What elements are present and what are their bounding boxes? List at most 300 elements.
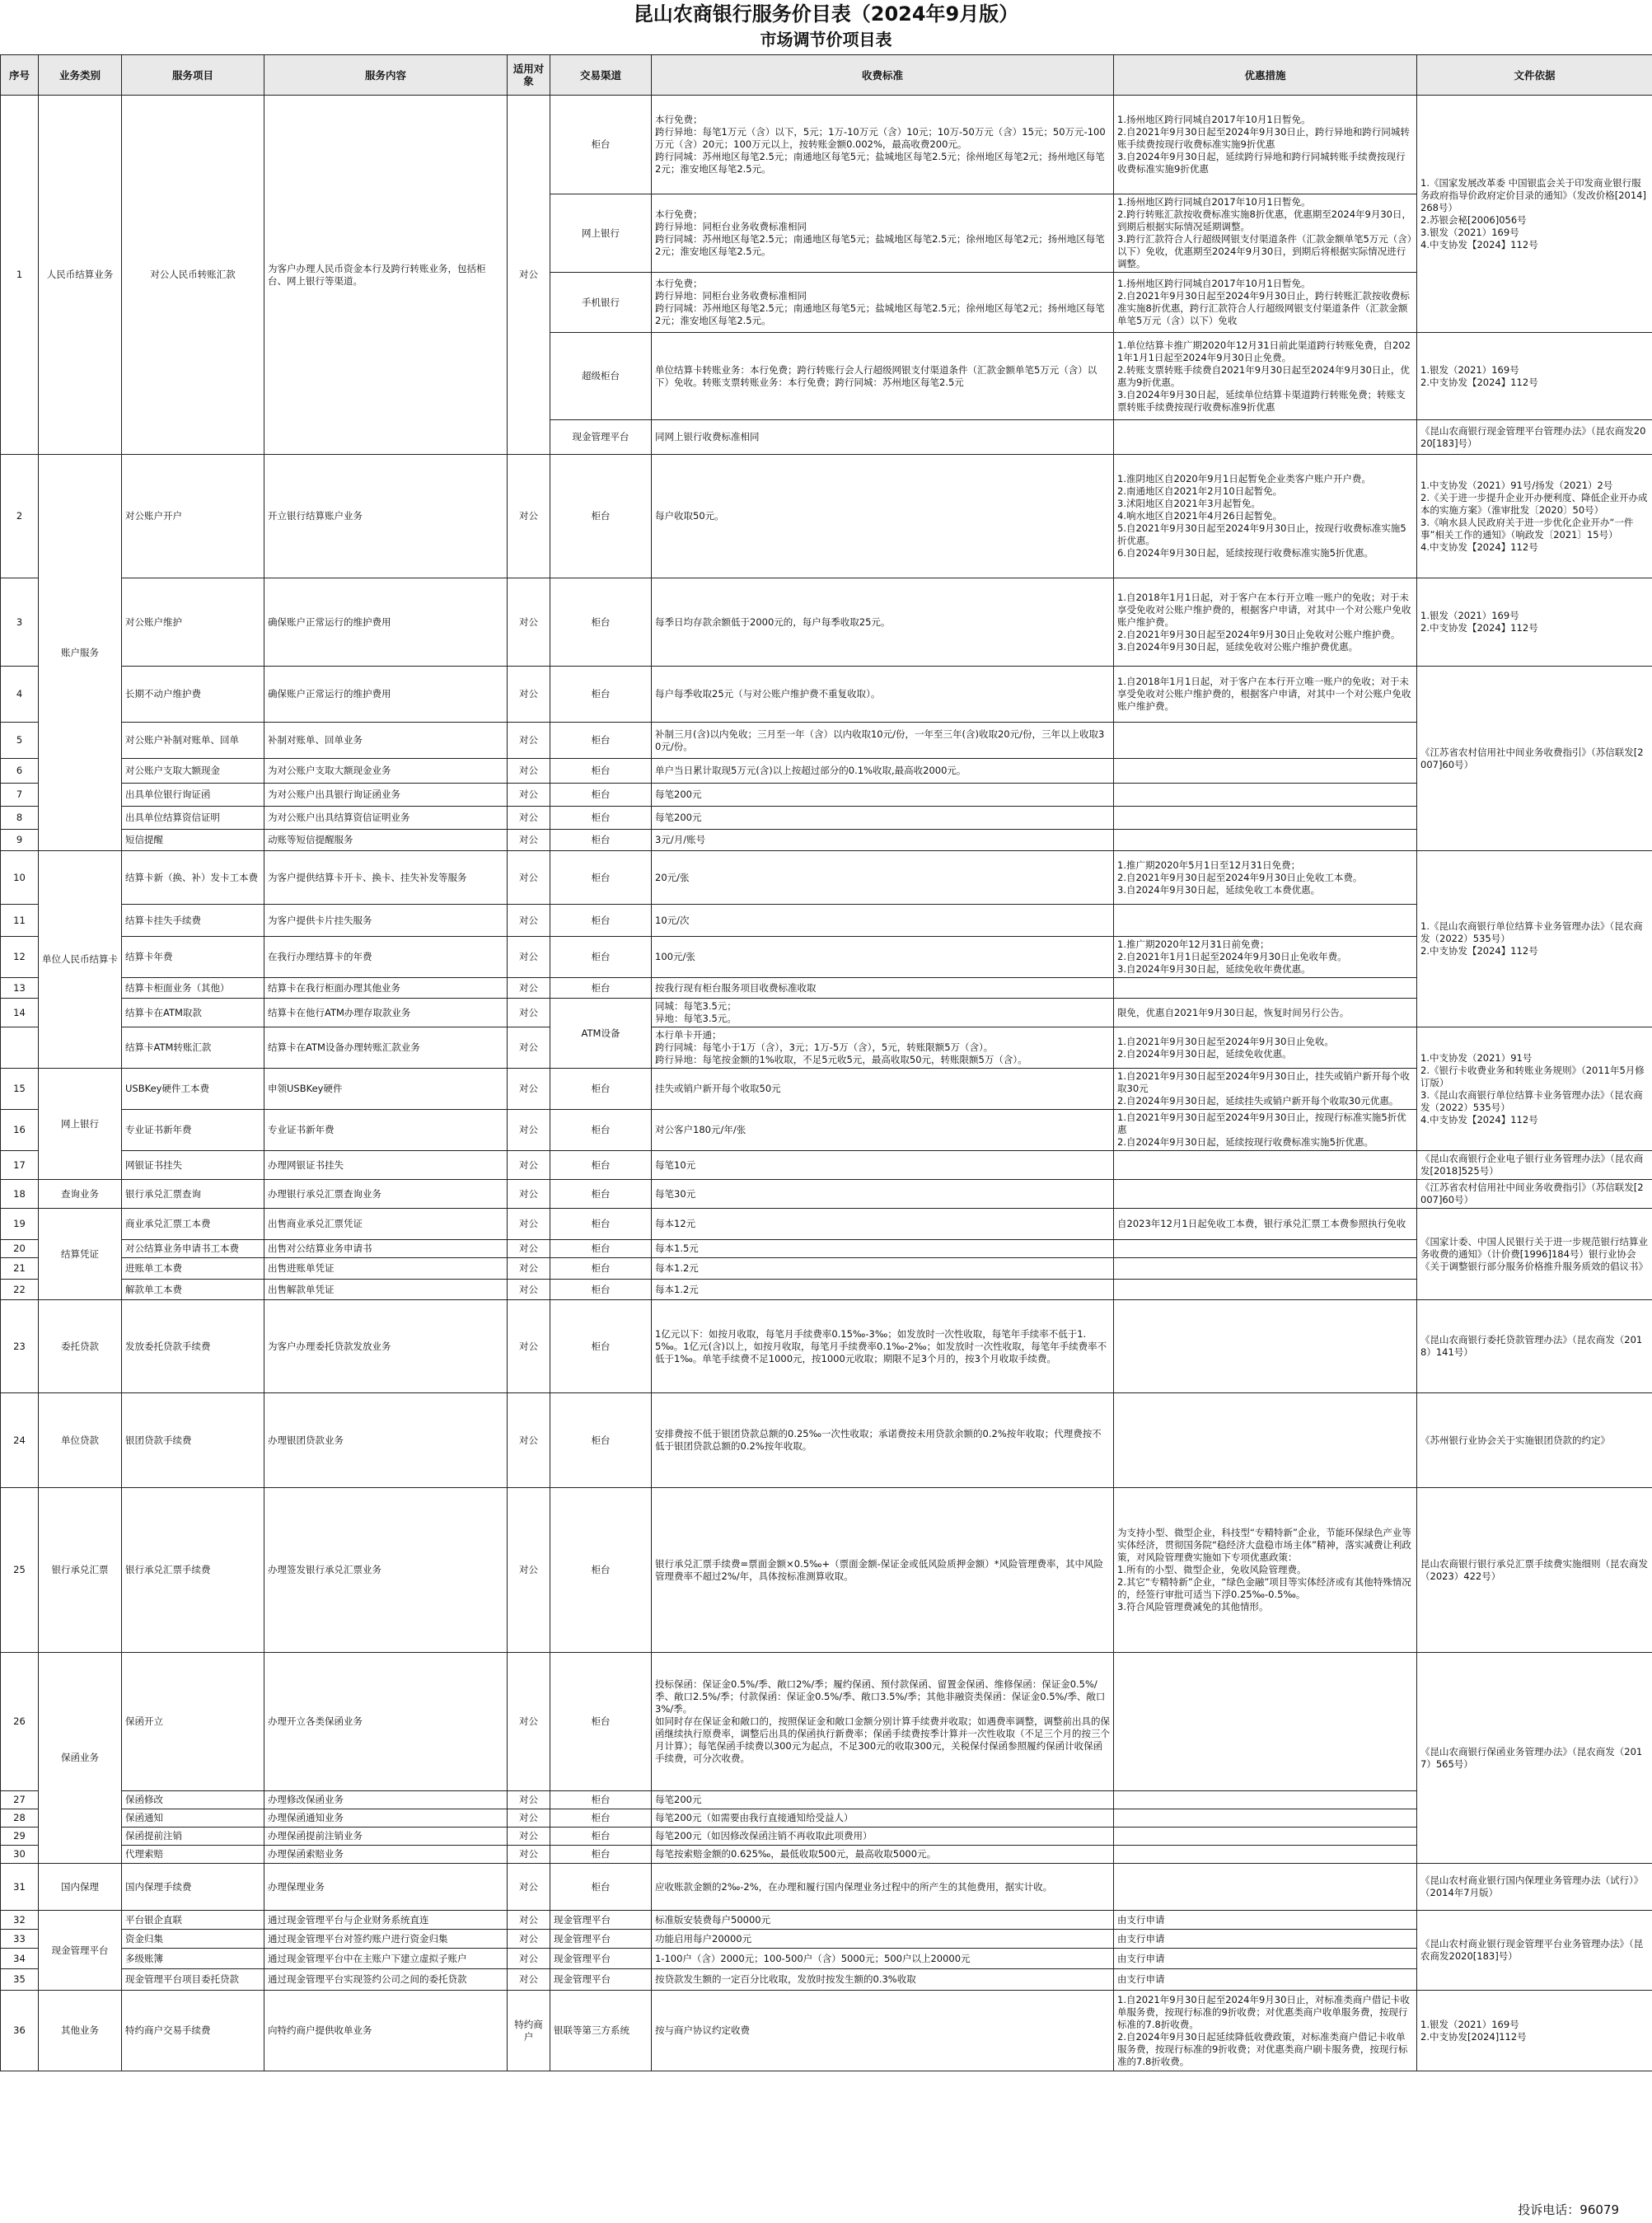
table-row: [1, 1209, 1652, 1240]
cell-fee: 每户每季收取25元（与对公账户维护费不重复收取）。: [652, 667, 1114, 723]
cell-target: 对公: [508, 723, 550, 759]
table-row: [1, 830, 1652, 851]
cell-basis: 《国家计委、中国人民银行关于进一步规范银行结算业务收费的通知》（计价费[1996]184号）银行业协会《关于调整银行部分服务价格推升服务质效的倡议书》: [1417, 1209, 1652, 1300]
cell-num: 31: [1, 1864, 39, 1911]
cell-num: 32: [1, 1911, 39, 1930]
cell-num: 26: [1, 1653, 39, 1791]
cell-category: 国内保理: [39, 1864, 122, 1911]
cell-target: 对公: [508, 978, 550, 999]
cell-target: 对公: [508, 1151, 550, 1180]
cell-target: 对公: [508, 1653, 550, 1791]
cell-content: 为对公账户出具银行询证函业务: [264, 784, 508, 807]
cell-basis: 1.中支协发（2021）91号 2.《银行卡收费业务和转账业务规则》（2011年5月修订版） 3.《昆山农商银行单位结算卡业务管理办法》（昆农商发（2022）535号） 4.中支协发【2024】112号: [1417, 1027, 1652, 1151]
cell-item: 对公账户维护: [122, 578, 264, 667]
cell-num: [1, 1027, 39, 1069]
cell-discount: [1114, 830, 1417, 851]
cell-category: 委托贷款: [39, 1300, 122, 1393]
cell-num: 36: [1, 1991, 39, 2071]
cell-channel: 柜台: [550, 1151, 652, 1180]
table-row: [1, 1653, 1652, 1791]
cell-content: 为对公账户出具结算资信证明业务: [264, 807, 508, 830]
cell-discount: [1114, 1864, 1417, 1911]
cell-category: 人民币结算业务: [39, 96, 122, 455]
cell-basis: 《昆山农商银行委托贷款管理办法》（昆农商发（2018）141号）: [1417, 1300, 1652, 1393]
cell-content: 办理保理业务: [264, 1864, 508, 1911]
cell-target: 对公: [508, 1791, 550, 1809]
cell-item: 结算卡年费: [122, 937, 264, 978]
cell-target: 对公: [508, 1949, 550, 1969]
cell-fee: 挂失或销户新开每个收取50元: [652, 1069, 1114, 1110]
table-row: [1, 1300, 1652, 1393]
cell-discount: [1114, 905, 1417, 937]
cell-content: 通过现金管理平台实现签约公司之间的委托贷款: [264, 1969, 508, 1991]
cell-num: 20: [1, 1240, 39, 1258]
cell-target: 对公: [508, 759, 550, 784]
cell-fee: 按我行现有柜台服务项目收费标准收取: [652, 978, 1114, 999]
cell-basis: 《昆山农村商业银行国内保理业务管理办法（试行）》（2014年7月版）: [1417, 1864, 1652, 1911]
cell-target: 对公: [508, 1027, 550, 1069]
cell-num: 11: [1, 905, 39, 937]
cell-num: 24: [1, 1393, 39, 1488]
table-row: [1, 1280, 1652, 1300]
cell-content: 办理保函索赔业务: [264, 1846, 508, 1864]
cell-discount: 1.扬州地区跨行同城自2017年10月1日暂免。 2.自2021年9月30日起至2024年9月30日止，跨行异地和跨行同城转账手续费按现行收费标准实施9折优惠 3.自2024年9月30日起，延续跨行异地和跨行同城转账手续费按现行收费标准实施9折优惠: [1114, 96, 1417, 194]
cell-fee: 每笔200元（如因修改保函注销不再收取此项费用）: [652, 1828, 1114, 1846]
cell-channel: 现金管理平台: [550, 1911, 652, 1930]
cell-item: 发放委托贷款手续费: [122, 1300, 264, 1393]
cell-target: 对公: [508, 1969, 550, 1991]
cell-content: 为客户提供结算卡开卡、换卡、挂失补发等服务: [264, 851, 508, 905]
cell-num: 28: [1, 1809, 39, 1828]
cell-num: 15: [1, 1069, 39, 1110]
cell-channel: 柜台: [550, 851, 652, 905]
cell-discount: 由支行申请: [1114, 1969, 1417, 1991]
cell-content: 为客户办理人民币资金本行及跨行转账业务，包括柜台、网上银行等渠道。: [264, 96, 508, 455]
cell-discount: [1114, 1151, 1417, 1180]
cell-discount: [1114, 1300, 1417, 1393]
table-row: [1, 1240, 1652, 1258]
cell-discount: 1.自2021年9月30日起至2024年9月30日止，按现行标准实施5折优惠 2.自2024年9月30日起，延续按现行收费标准实施5折优惠。: [1114, 1110, 1417, 1151]
cell-target: 对公: [508, 1258, 550, 1280]
table-row: [1, 759, 1652, 784]
cell-target: 对公: [508, 1110, 550, 1151]
cell-target: 对公: [508, 784, 550, 807]
cell-item: 专业证书新年费: [122, 1110, 264, 1151]
table-row: [1, 1911, 1652, 1930]
cell-basis: 1.中支协发（2021）91号/扬发（2021）2号 2.《关于进一步提升企业开办便利度、降低企业开办成本的实施方案》（淮审批发〔2020〕50号） 3.《响水县人民政府关于进一步优化企业开办“一件事”相关工作的通知》（响政发〔2021〕15号） 4.中支协发【2024】112号: [1417, 455, 1652, 578]
cell-basis: 1.《国家发展改革委 中国银监会关于印发商业银行服务政府指导价政府定价目录的通知》（发改价格[2014]268号） 2.苏银会秘[2006]056号 3.银发（2021）169号 4.中支协发【2024】112号: [1417, 96, 1652, 333]
cell-category: 保函业务: [39, 1653, 122, 1864]
cell-channel: 柜台: [550, 96, 652, 194]
cell-item: 解款单工本费: [122, 1280, 264, 1300]
cell-content: 出售解款单凭证: [264, 1280, 508, 1300]
cell-channel: 柜台: [550, 1828, 652, 1846]
cell-fee: 每季日均存款余额低于2000元的，每户每季收取25元。: [652, 578, 1114, 667]
table-body: [1, 96, 1652, 2071]
cell-basis: 《苏州银行业协会关于实施银团贷款的约定》: [1417, 1393, 1652, 1488]
cell-basis: 《江苏省农村信用社中间业务收费指引》（苏信联发[2007]60号）: [1417, 667, 1652, 851]
cell-channel: 柜台: [550, 1791, 652, 1809]
cell-discount: [1114, 1653, 1417, 1791]
cell-discount: [1114, 1791, 1417, 1809]
table-row: [1, 1864, 1652, 1911]
table-row: [1, 1991, 1652, 2071]
cell-item: 平台银企直联: [122, 1911, 264, 1930]
cell-target: 对公: [508, 1069, 550, 1110]
cell-fee: 银行承兑汇票手续费=票面金额×0.5‰+（票面金额-保证金或低风险质押金额）*风险管理费率，其中风险管理费率不超过2%/年，具体按标准测算收取。: [652, 1488, 1114, 1653]
table-row: [1, 1809, 1652, 1828]
table-row: [1, 1846, 1652, 1864]
cell-num: 10: [1, 851, 39, 905]
cell-target: 对公: [508, 1864, 550, 1911]
cell-item: 对公账户补制对账单、回单: [122, 723, 264, 759]
cell-content: 出售商业承兑汇票凭证: [264, 1209, 508, 1240]
cell-discount: 由支行申请: [1114, 1911, 1417, 1930]
cell-target: 对公: [508, 578, 550, 667]
cell-num: 6: [1, 759, 39, 784]
cell-item: 进账单工本费: [122, 1258, 264, 1280]
cell-fee: 单位结算卡转账业务：本行免费；跨行转账行会人行超级网银支付渠道条件（汇款金额单笔5万元（含）以下）免收。转账支票转账业务：本行免费；跨行同城：苏州地区每笔2.5元: [652, 333, 1114, 420]
table-row: [1, 1488, 1652, 1653]
col-header: 服务内容: [264, 55, 508, 96]
cell-fee: 标准版安装费每户50000元: [652, 1911, 1114, 1930]
cell-content: 向特约商户提供收单业务: [264, 1991, 508, 2071]
table-row: [1, 1393, 1652, 1488]
cell-content: 办理银团贷款业务: [264, 1393, 508, 1488]
cell-fee: 按与商户协议约定收费: [652, 1991, 1114, 2071]
cell-content: 为客户提供卡片挂失服务: [264, 905, 508, 937]
cell-discount: [1114, 978, 1417, 999]
cell-channel: 柜台: [550, 1809, 652, 1828]
cell-content: 专业证书新年费: [264, 1110, 508, 1151]
cell-fee: 20元/张: [652, 851, 1114, 905]
cell-discount: 由支行申请: [1114, 1949, 1417, 1969]
cell-item: 网银证书挂失: [122, 1151, 264, 1180]
cell-num: 27: [1, 1791, 39, 1809]
cell-num: 2: [1, 455, 39, 578]
cell-discount: 为支持小型、微型企业，科技型“专精特新”企业，节能环保绿色产业等实体经济，贯彻国务院“稳经济大盘稳市场主体”精神，落实减费让利政策，对风险管理费实施如下专项优惠政策： 1.所有的小型、微型企业，免收风险管理费。 2.其它“专精特新”企业，“绿色金融”项目等实体经济或有其他特殊情况的，经签行审批可适当下浮0.25‰-0.5‰。 3.符合风险管理费减免的其他情形。: [1114, 1488, 1417, 1653]
cell-item: 长期不动户维护费: [122, 667, 264, 723]
cell-channel: 柜台: [550, 667, 652, 723]
cell-content: 通过现金管理平台与企业财务系统直连: [264, 1911, 508, 1930]
table-row: [1, 905, 1652, 937]
cell-num: 14: [1, 999, 39, 1027]
cell-basis: 昆山农商银行银行承兑汇票手续费实施细则（昆农商发（2023）422号）: [1417, 1488, 1652, 1653]
cell-fee: 每笔30元: [652, 1180, 1114, 1209]
col-header: 收费标准: [652, 55, 1114, 96]
cell-item: 对公结算业务申请书工本费: [122, 1240, 264, 1258]
cell-fee: 应收账款金额的2‰-2%，在办理和履行国内保理业务过程中的所产生的其他费用，据实计收。: [652, 1864, 1114, 1911]
cell-channel: 柜台: [550, 1180, 652, 1209]
cell-discount: 1.自2021年9月30日起至2024年9月30日止，挂失或销户新开每个收取30元 2.自2024年9月30日起，延续挂失或销户新开每个收取30元优惠。: [1114, 1069, 1417, 1110]
cell-num: 7: [1, 784, 39, 807]
cell-target: 对公: [508, 96, 550, 455]
cell-fee: 100元/张: [652, 937, 1114, 978]
cell-channel: 柜台: [550, 759, 652, 784]
cell-item: 银团贷款手续费: [122, 1393, 264, 1488]
table-row: [1, 667, 1652, 723]
cell-item: 短信提醒: [122, 830, 264, 851]
cell-channel: 柜台: [550, 830, 652, 851]
table-row: [1, 1969, 1652, 1991]
cell-content: 出售对公结算业务申请书: [264, 1240, 508, 1258]
table-row: [1, 1930, 1652, 1949]
table-row: [1, 1791, 1652, 1809]
cell-channel: 柜台: [550, 1209, 652, 1240]
cell-channel: 银联等第三方系统: [550, 1991, 652, 2071]
cell-discount: 1.扬州地区跨行同城自2017年10月1日暂免。 2.自2021年9月30日起至2024年9月30日止，跨行转账汇款按收费标准实施8折优惠，跨行汇款符合人行超级网银支付渠道条件（汇款金额单笔5万元（含）以下）免收: [1114, 273, 1417, 333]
cell-channel: 柜台: [550, 784, 652, 807]
col-header: 序号: [1, 55, 39, 96]
cell-basis: 1.银发（2021）169号 2.中支协发[2024]112号: [1417, 1991, 1652, 2071]
cell-item: 对公人民币转账汇款: [122, 96, 264, 455]
cell-fee: 按贷款发生额的一定百分比收取，发放时按发生额的0.3%收取: [652, 1969, 1114, 1991]
cell-target: 对公: [508, 1209, 550, 1240]
table-row: [1, 978, 1652, 999]
cell-discount: [1114, 807, 1417, 830]
cell-discount: [1114, 759, 1417, 784]
page-title: 昆山农商银行服务价目表（2024年9月版）: [633, 2, 1019, 26]
cell-target: 对公: [508, 807, 550, 830]
table-row: [1, 578, 1652, 667]
cell-item: USBKey硬件工本费: [122, 1069, 264, 1110]
cell-category: 其他业务: [39, 1991, 122, 2071]
cell-basis: 《昆山农商银行现金管理平台管理办法》（昆农商发2020[183]号）: [1417, 420, 1652, 455]
cell-category: 单位人民币结算卡: [39, 851, 122, 1069]
table-row: [1, 937, 1652, 978]
cell-channel: 柜台: [550, 1653, 652, 1791]
cell-target: 对公: [508, 905, 550, 937]
cell-num: 5: [1, 723, 39, 759]
table-row: [1, 1828, 1652, 1846]
cell-channel: 柜台: [550, 807, 652, 830]
cell-fee: 本行单卡开通； 跨行同城：每笔小于1万（含），3元；1万-5万（含），5元，转账限额5万（含）。 跨行异地：每笔按金额的1%收取，不足5元收5元，最高收取50元，转账限额5万（含）。: [652, 1027, 1114, 1069]
table-row: [1, 1110, 1652, 1151]
cell-content: 结算卡在他行ATM办理存取款业务: [264, 999, 508, 1027]
cell-channel: 手机银行: [550, 273, 652, 333]
cell-discount: [1114, 723, 1417, 759]
cell-content: 为对公账户支取大额现金业务: [264, 759, 508, 784]
cell-discount: 由支行申请: [1114, 1930, 1417, 1949]
cell-target: 对公: [508, 1280, 550, 1300]
table-row: [1, 1258, 1652, 1280]
cell-channel: 网上银行: [550, 194, 652, 273]
cell-target: 特约商户: [508, 1991, 550, 2071]
cell-target: 对公: [508, 1393, 550, 1488]
cell-channel: 柜台: [550, 1069, 652, 1110]
cell-discount: [1114, 1828, 1417, 1846]
table-row: [1, 1151, 1652, 1180]
cell-fee: 每笔200元（如需要由我行直接通知给受益人）: [652, 1809, 1114, 1828]
cell-channel: 柜台: [550, 1110, 652, 1151]
cell-target: 对公: [508, 830, 550, 851]
cell-content: 通过现金管理平台对签约账户进行资金归集: [264, 1930, 508, 1949]
cell-channel: 柜台: [550, 578, 652, 667]
cell-item: 特约商户交易手续费: [122, 1991, 264, 2071]
cell-num: 21: [1, 1258, 39, 1280]
cell-channel: 柜台: [550, 1488, 652, 1653]
cell-item: 保函提前注销: [122, 1828, 264, 1846]
cell-content: 办理开立各类保函业务: [264, 1653, 508, 1791]
cell-fee: 10元/次: [652, 905, 1114, 937]
cell-content: 办理保函通知业务: [264, 1809, 508, 1828]
cell-discount: 1.自2018年1月1日起，对于客户在本行开立唯一账户的免收；对于未享受免收对公账户维护费的，根据客户申请，对其中一个对公账户免收账户维护费。: [1114, 667, 1417, 723]
price-table: [0, 54, 1652, 2071]
cell-channel: 柜台: [550, 905, 652, 937]
cell-target: 对公: [508, 1846, 550, 1864]
cell-item: 银行承兑汇票查询: [122, 1180, 264, 1209]
cell-item: 结算卡ATM转账汇款: [122, 1027, 264, 1069]
cell-fee: 每笔200元: [652, 807, 1114, 830]
cell-discount: [1114, 1846, 1417, 1864]
cell-channel: 柜台: [550, 1240, 652, 1258]
cell-channel: 柜台: [550, 978, 652, 999]
cell-content: 通过现金管理平台中在主账户下建立虚拟子账户: [264, 1949, 508, 1969]
cell-discount: [1114, 1809, 1417, 1828]
cell-fee: 补制三月(含)以内免收；三月至一年（含）以内收取10元/份，一年至三年(含)收取20元/份，三年以上收取30元/份。: [652, 723, 1114, 759]
col-header: 服务项目: [122, 55, 264, 96]
cell-num: 4: [1, 667, 39, 723]
cell-item: 代理索赔: [122, 1846, 264, 1864]
cell-item: 结算卡柜面业务（其他）: [122, 978, 264, 999]
cell-num: 16: [1, 1110, 39, 1151]
cell-num: 35: [1, 1969, 39, 1991]
cell-channel: 超级柜台: [550, 333, 652, 420]
cell-channel: 柜台: [550, 1393, 652, 1488]
cell-content: 动账等短信提醒服务: [264, 830, 508, 851]
cell-basis: 《昆山农商银行企业电子银行业务管理办法》（昆农商发[2018]525号）: [1417, 1151, 1652, 1180]
table-row: [1, 1069, 1652, 1110]
cell-discount: 1.淮阴地区自2020年9月1日起暂免企业类客户账户开户费。 2.南通地区自2021年2月10日起暂免。 3.沭阳地区自2021年3月起暂免。 4.响水地区自2021年4月26日起暂免。 5.自2021年9月30日起至2024年9月30日止，按现行收费标准实施5折优惠。 6.自2024年9月30日起，延续按现行收费标准实施5折优惠。: [1114, 455, 1417, 578]
cell-num: 23: [1, 1300, 39, 1393]
cell-item: 保函开立: [122, 1653, 264, 1791]
cell-num: 3: [1, 578, 39, 667]
cell-category: 现金管理平台: [39, 1911, 122, 1991]
cell-category: 网上银行: [39, 1069, 122, 1180]
cell-content: 在我行办理结算卡的年费: [264, 937, 508, 978]
cell-num: 12: [1, 937, 39, 978]
cell-item: 出具单位结算资信证明: [122, 807, 264, 830]
cell-num: 18: [1, 1180, 39, 1209]
cell-channel: 现金管理平台: [550, 1969, 652, 1991]
cell-discount: 限免，优惠自2021年9月30日起，恢复时间另行公告。: [1114, 999, 1417, 1027]
table-row: [1, 784, 1652, 807]
cell-fee: 1亿元以下：如按月收取，每笔月手续费率0.15‰-3‰；如发放时一次性收取，每笔年手续率不低于1.5‰。1亿元(含)以上，如按月收取，每笔月手续费率0.1‰-2‰；如发放时一次性收取，每笔年手续费率不低于1‰。单笔手续费不足1000元，按1000元收取；期限不足3个月的，按3个月收取手续费。: [652, 1300, 1114, 1393]
cell-channel: 柜台: [550, 455, 652, 578]
cell-fee: 3元/月/账号: [652, 830, 1114, 851]
cell-category: 查询业务: [39, 1180, 122, 1209]
cell-num: 13: [1, 978, 39, 999]
cell-target: 对公: [508, 1240, 550, 1258]
table-row: [1, 1027, 1652, 1069]
cell-fee: 同城：每笔3.5元； 异地：每笔3.5元。: [652, 999, 1114, 1027]
table-row: [1, 807, 1652, 830]
page-subtitle: 市场调节价项目表: [760, 30, 892, 49]
cell-discount: [1114, 420, 1417, 455]
cell-item: 资金归集: [122, 1930, 264, 1949]
cell-content: 开立银行结算账户业务: [264, 455, 508, 578]
cell-fee: 每笔10元: [652, 1151, 1114, 1180]
cell-content: 申领USBKey硬件: [264, 1069, 508, 1110]
cell-item: 商业承兑汇票工本费: [122, 1209, 264, 1240]
cell-discount: 1.单位结算卡推广期2020年12月31日前此渠道跨行转账免费，自2021年1月1日起至2024年9月30日止免费。 2.转账支票转账手续费自2021年9月30日起至2024年9月30日止，优惠为9折优惠。 3.自2024年9月30日起，延续单位结算卡渠道跨行转账免费；转账支票转账手续费按现行收费标准9折优惠: [1114, 333, 1417, 420]
cell-channel: 柜台: [550, 1300, 652, 1393]
cell-category: 账户服务: [39, 455, 122, 851]
cell-target: 对公: [508, 851, 550, 905]
cell-content: 办理保函提前注销业务: [264, 1828, 508, 1846]
cell-item: 保函通知: [122, 1809, 264, 1828]
cell-discount: [1114, 1280, 1417, 1300]
cell-channel: 柜台: [550, 1280, 652, 1300]
table-header-row: [1, 55, 1652, 96]
cell-content: 确保账户正常运行的维护费用: [264, 578, 508, 667]
cell-fee: 每笔200元: [652, 1791, 1114, 1809]
table-row: [1, 455, 1652, 578]
cell-target: 对公: [508, 1300, 550, 1393]
cell-num: 30: [1, 1846, 39, 1864]
cell-discount: [1114, 784, 1417, 807]
cell-discount: 1.推广期2020年5月1日至12月31日免费； 2.自2021年9月30日起至2024年9月30日止免收工本费。 3.自2024年9月30日起，延续免收工本费优惠。: [1114, 851, 1417, 905]
cell-target: 对公: [508, 1809, 550, 1828]
cell-fee: 本行免费； 跨行异地：每笔1万元（含）以下，5元；1万-10万元（含）10元；10万-50万元（含）15元；50万元-100万元（含）20元；100万元以上，按转账金额0.002%，最高收费200元。 跨行同城：苏州地区每笔2.5元；南通地区每笔5元；盐城地区每笔2.5元；徐州地区每笔2元；扬州地区每笔2元；淮安地区每笔2.5元。: [652, 96, 1114, 194]
cell-category: 银行承兑汇票: [39, 1488, 122, 1653]
cell-channel: 柜台: [550, 937, 652, 978]
cell-item: 保函修改: [122, 1791, 264, 1809]
cell-fee: 同网上银行收费标准相同: [652, 420, 1114, 455]
cell-content: 结算卡在ATM设备办理转账汇款业务: [264, 1027, 508, 1069]
cell-discount: [1114, 1393, 1417, 1488]
cell-basis: 1.银发（2021）169号 2.中支协发【2024】112号: [1417, 333, 1652, 420]
cell-content: 补制对账单、回单业务: [264, 723, 508, 759]
cell-discount: [1114, 1240, 1417, 1258]
complaint-phone: 投诉电话：96079: [1518, 2202, 1619, 2217]
table-row: [1, 723, 1652, 759]
cell-target: 对公: [508, 1828, 550, 1846]
cell-fee: 每本1.5元: [652, 1240, 1114, 1258]
cell-num: 33: [1, 1930, 39, 1949]
cell-num: 1: [1, 96, 39, 455]
cell-fee: 每笔按索赔金额的0.625‰，最低收取500元，最高收取5000元。: [652, 1846, 1114, 1864]
cell-content: 办理修改保函业务: [264, 1791, 508, 1809]
cell-item: 出具单位银行询证函: [122, 784, 264, 807]
cell-discount: 1.自2021年9月30日起至2024年9月30日止，对标准类商户借记卡收单服务费，按现行标准的9折收费；对优惠类商户收单服务费，按现行标准的7.8折收费。 2.自2024年9月30日起延续降低收费政策，对标准类商户借记卡收单服务费，按现行标准的9折收费；对优惠类商户刷卡服务费，按现行标准的7.8折收费。: [1114, 1991, 1417, 2071]
cell-content: 办理银行承兑汇票查询业务: [264, 1180, 508, 1209]
cell-num: 22: [1, 1280, 39, 1300]
cell-category: 单位贷款: [39, 1393, 122, 1488]
col-header: 优惠措施: [1114, 55, 1417, 96]
cell-basis: 《昆山农村商业银行现金管理平台业务管理办法》（昆农商发2020[183]号）: [1417, 1911, 1652, 1991]
cell-fee: 1-100户（含）2000元；100-500户（含）5000元；500户以上20000元: [652, 1949, 1114, 1969]
cell-fee: 本行免费； 跨行异地：同柜台业务收费标准相同 跨行同城：苏州地区每笔2.5元；南通地区每笔5元；盐城地区每笔2.5元；徐州地区每笔2元；扬州地区每笔2元；淮安地区每笔2.5元。: [652, 273, 1114, 333]
cell-channel: 柜台: [550, 1864, 652, 1911]
col-header: 交易渠道: [550, 55, 652, 96]
cell-num: 8: [1, 807, 39, 830]
cell-basis: 1.《昆山农商银行单位结算卡业务管理办法》（昆农商发（2022）535号） 2.中支协发【2024】112号: [1417, 851, 1652, 1027]
cell-item: 结算卡新（换、补）发卡工本费: [122, 851, 264, 905]
cell-target: 对公: [508, 1488, 550, 1653]
cell-fee: 投标保函：保证金0.5%/季、敞口2%/季；履约保函、预付款保函、留置金保函、维修保函：保证金0.5%/季、敞口2.5%/季；付款保函：保证金0.5%/季、敞口3.5%/季；其他非融资类保函：保证金0.5%/季、敞口3%/季。 如同时存在保证金和敞口的，按照保证金和敞口金额分别计算手续费并收取；如遇费率调整，调整前出具的保函继续执行原费率，调整后出具的保函执行新费率；保函手续费按季计算并一次性收取（不足三个月的按三个月计算）；每笔保函手续费以300元为起点，不足300元的收取300元，关税保付保函参照履约保函计收保函手续费，可分次收费。: [652, 1653, 1114, 1791]
cell-content: 办理网银证书挂失: [264, 1151, 508, 1180]
table-row: [1, 1949, 1652, 1969]
cell-discount: [1114, 1180, 1417, 1209]
cell-content: 结算卡在我行柜面办理其他业务: [264, 978, 508, 999]
cell-item: 多级账簿: [122, 1949, 264, 1969]
cell-fee: 功能启用每户20000元: [652, 1930, 1114, 1949]
cell-fee: 本行免费； 跨行异地：同柜台业务收费标准相同 跨行同城：苏州地区每笔2.5元；南通地区每笔5元；盐城地区每笔2.5元；徐州地区每笔2元；扬州地区每笔2元；淮安地区每笔2.5元。: [652, 194, 1114, 273]
cell-discount: 1.推广期2020年12月31日前免费； 2.自2021年1月1日起至2024年9月30日止免收年费。 3.自2024年9月30日起，延续免收年费优惠。: [1114, 937, 1417, 978]
cell-fee: 每本1.2元: [652, 1280, 1114, 1300]
cell-item: 银行承兑汇票手续费: [122, 1488, 264, 1653]
